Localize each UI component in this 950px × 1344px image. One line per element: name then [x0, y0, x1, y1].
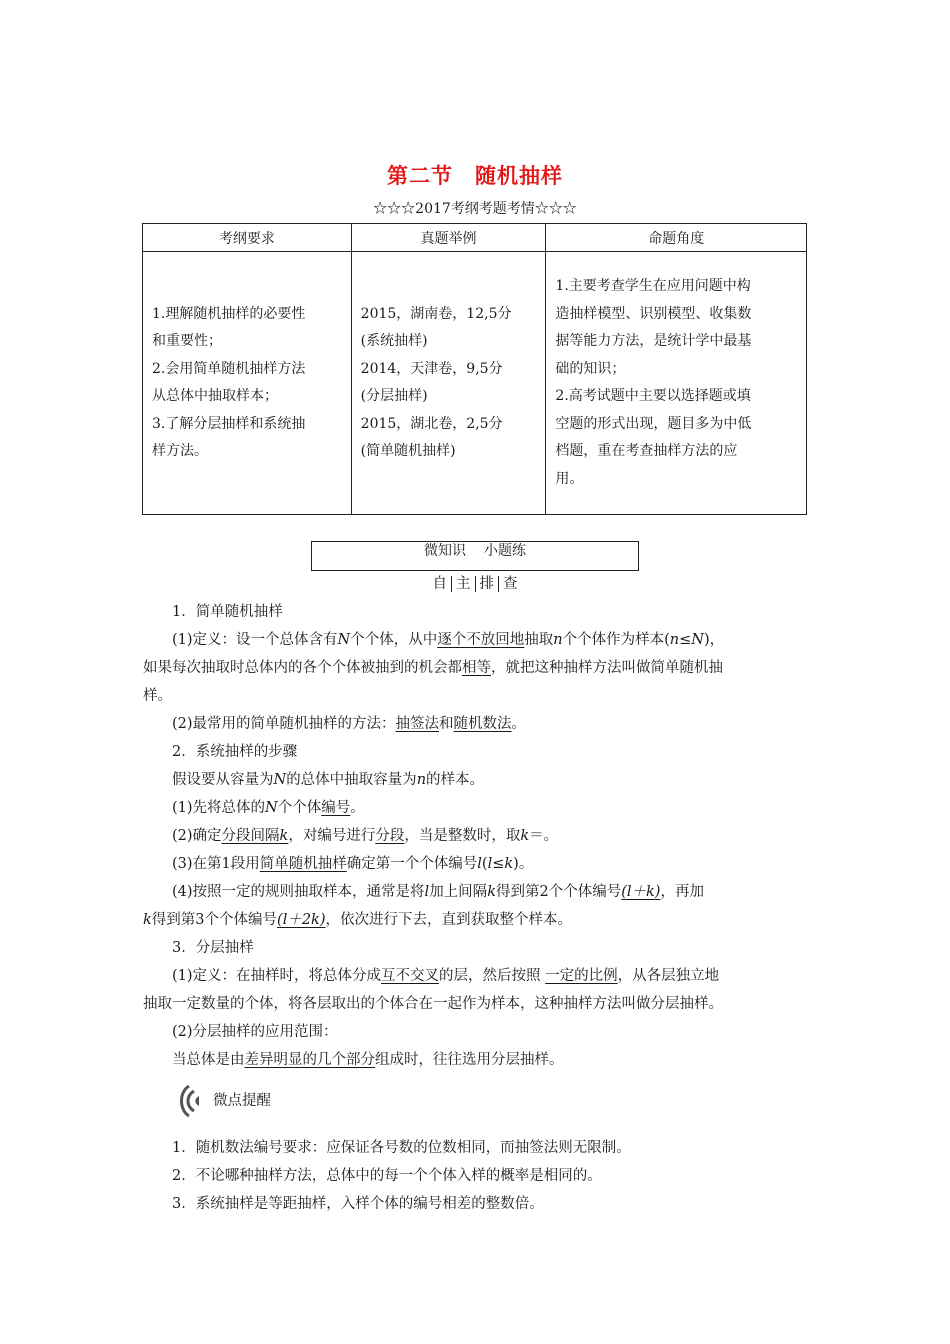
self-review-char: 自	[432, 576, 447, 592]
tip-item: 3．系统抽样是等距抽样，入样个体的编号相差的整数倍。	[172, 1196, 544, 1212]
title-section-number: 第二节	[387, 164, 453, 188]
tips-label: 微点提醒	[213, 1093, 271, 1109]
self-review-char: 主	[451, 576, 475, 592]
cell-line: 2.会用简单随机抽样方法	[152, 360, 306, 377]
cell-line: (分层抽样)	[360, 388, 428, 404]
page-title	[0, 160, 950, 190]
paragraph: 当总体是由差异明显的几个部分组成时，往往选用分层抽样。	[172, 1052, 564, 1068]
cell-line: 1.理解随机抽样的必要性	[152, 305, 306, 322]
cell-line: 造抽样模型、识别模型、收集数	[555, 305, 752, 322]
cell-line: 1.主要考查学生在应用问题中构	[555, 278, 751, 294]
section-heading: 1．简单随机抽样	[172, 604, 283, 620]
cell-line: 3.了解分层抽样和系统抽	[152, 415, 306, 432]
answer-underline: 一定的比例	[545, 968, 618, 984]
cell-line: 2015，湖南卷，12,5分	[360, 305, 512, 322]
paragraph: k得到第3个个体编号(l＋2k)，依次进行下去，直到获取整个样本。	[143, 912, 572, 928]
examples-cell	[351, 252, 546, 515]
answer-underline: (l＋k)	[621, 884, 661, 900]
main-content	[143, 598, 813, 1218]
table-header: 真题举例	[351, 224, 546, 252]
page-subtitle: ☆☆☆2017考纲考题考情☆☆☆	[373, 201, 577, 217]
paragraph: (2)最常用的简单随机抽样的方法：抽签法和随机数法。	[172, 716, 527, 732]
table-header: 考纲要求	[143, 224, 352, 252]
answer-underline: 简单随机抽样	[259, 856, 347, 872]
syllabus-table	[142, 223, 807, 515]
section-heading: 3．分层抽样	[172, 940, 254, 956]
paragraph: (1)定义：在抽样时，将总体分成互不交叉的层，然后按照 一定的比例，从各层独立地	[172, 968, 720, 984]
cell-line: 和重要性；	[152, 333, 222, 349]
tip-item: 1．随机数法编号要求：应保证各号数的位数相同，而抽签法则无限制。	[172, 1140, 631, 1156]
answer-underline: 随机数法	[453, 716, 512, 732]
answer-underline: 分段间隔k	[221, 828, 289, 844]
angles-cell	[546, 252, 807, 515]
section-header-box	[311, 541, 639, 571]
self-review-label	[0, 572, 950, 593]
tip-item: 2．不论哪种抽样方法，总体中的每一个个体入样的概率是相同的。	[172, 1168, 602, 1184]
sound-wave-icon	[173, 1082, 207, 1120]
section-header-left: 微知识	[424, 543, 466, 559]
self-review-char: 查	[498, 576, 522, 592]
paragraph: (1)定义：设一个总体含有N个个体，从中逐个不放回地抽取n个个体作为样本(n≤N)，	[172, 632, 725, 648]
title-topic: 随机抽样	[475, 164, 563, 188]
paragraph: (1)先将总体的N个个体编号。	[172, 800, 365, 816]
answer-underline: 相等	[462, 660, 491, 676]
self-review-char: 排	[475, 576, 499, 592]
cell-line: 用。	[555, 470, 584, 487]
answer-underline: 互不交叉	[381, 968, 440, 984]
cell-line: 档题，重在考查抽样方法的应	[555, 443, 738, 459]
section-heading: 2．系统抽样的步骤	[172, 744, 298, 760]
section-header-right: 小题练	[484, 543, 526, 559]
paragraph: 如果每次抽取时总体内的各个个体被抽到的机会都相等，就把这种抽样方法叫做简单随机抽	[143, 660, 723, 676]
cell-line: 2014，天津卷，9,5分	[360, 360, 503, 377]
answer-underline: 差异明显的几个部分	[244, 1052, 375, 1068]
paragraph: 样。	[143, 688, 172, 704]
cell-line: 从总体中抽取样本；	[152, 388, 278, 404]
paragraph: (3)在第1段用简单随机抽样确定第一个个体编号l(l≤k)。	[172, 856, 534, 872]
cell-line: 样方法。	[152, 443, 208, 459]
answer-underline: 分段	[375, 828, 405, 844]
answer-underline: 逐个不放回地	[437, 632, 525, 648]
paragraph: (2)分层抽样的应用范围：	[172, 1024, 338, 1040]
table-row	[143, 252, 807, 515]
answer-underline: 编号	[321, 800, 351, 816]
paragraph: (4)按照一定的规则抽取样本，通常是将l加上间隔k得到第2个个体编号(l＋k)，再加	[172, 884, 704, 900]
answer-underline: 抽签法	[395, 716, 440, 732]
cell-line: 2015，湖北卷，2,5分	[360, 415, 503, 432]
cell-line: 2.高考试题中主要以选择题或填	[555, 388, 751, 404]
cell-line: 据等能力方法，是统计学中最基	[555, 333, 752, 349]
requirements-cell	[143, 252, 352, 515]
cell-line: 础的知识；	[555, 360, 626, 377]
tips-header	[143, 1076, 813, 1126]
paragraph: 假设要从容量为N的总体中抽取容量为n的样本。	[172, 772, 485, 788]
cell-line: (系统抽样)	[360, 333, 428, 349]
table-header-row	[143, 224, 807, 252]
paragraph: (2)确定分段间隔k，对编号进行分段，当是整数时，取k＝。	[172, 828, 559, 844]
cell-line: 空题的形式出现，题目多为中低	[555, 415, 752, 432]
cell-line: (简单随机抽样)	[360, 443, 456, 459]
answer-underline: (l＋2k)	[277, 912, 326, 928]
table-header: 命题角度	[546, 224, 807, 252]
paragraph: 抽取一定数量的个体，将各层取出的个体合在一起作为样本，这种抽样方法叫做分层抽样。	[143, 996, 723, 1012]
